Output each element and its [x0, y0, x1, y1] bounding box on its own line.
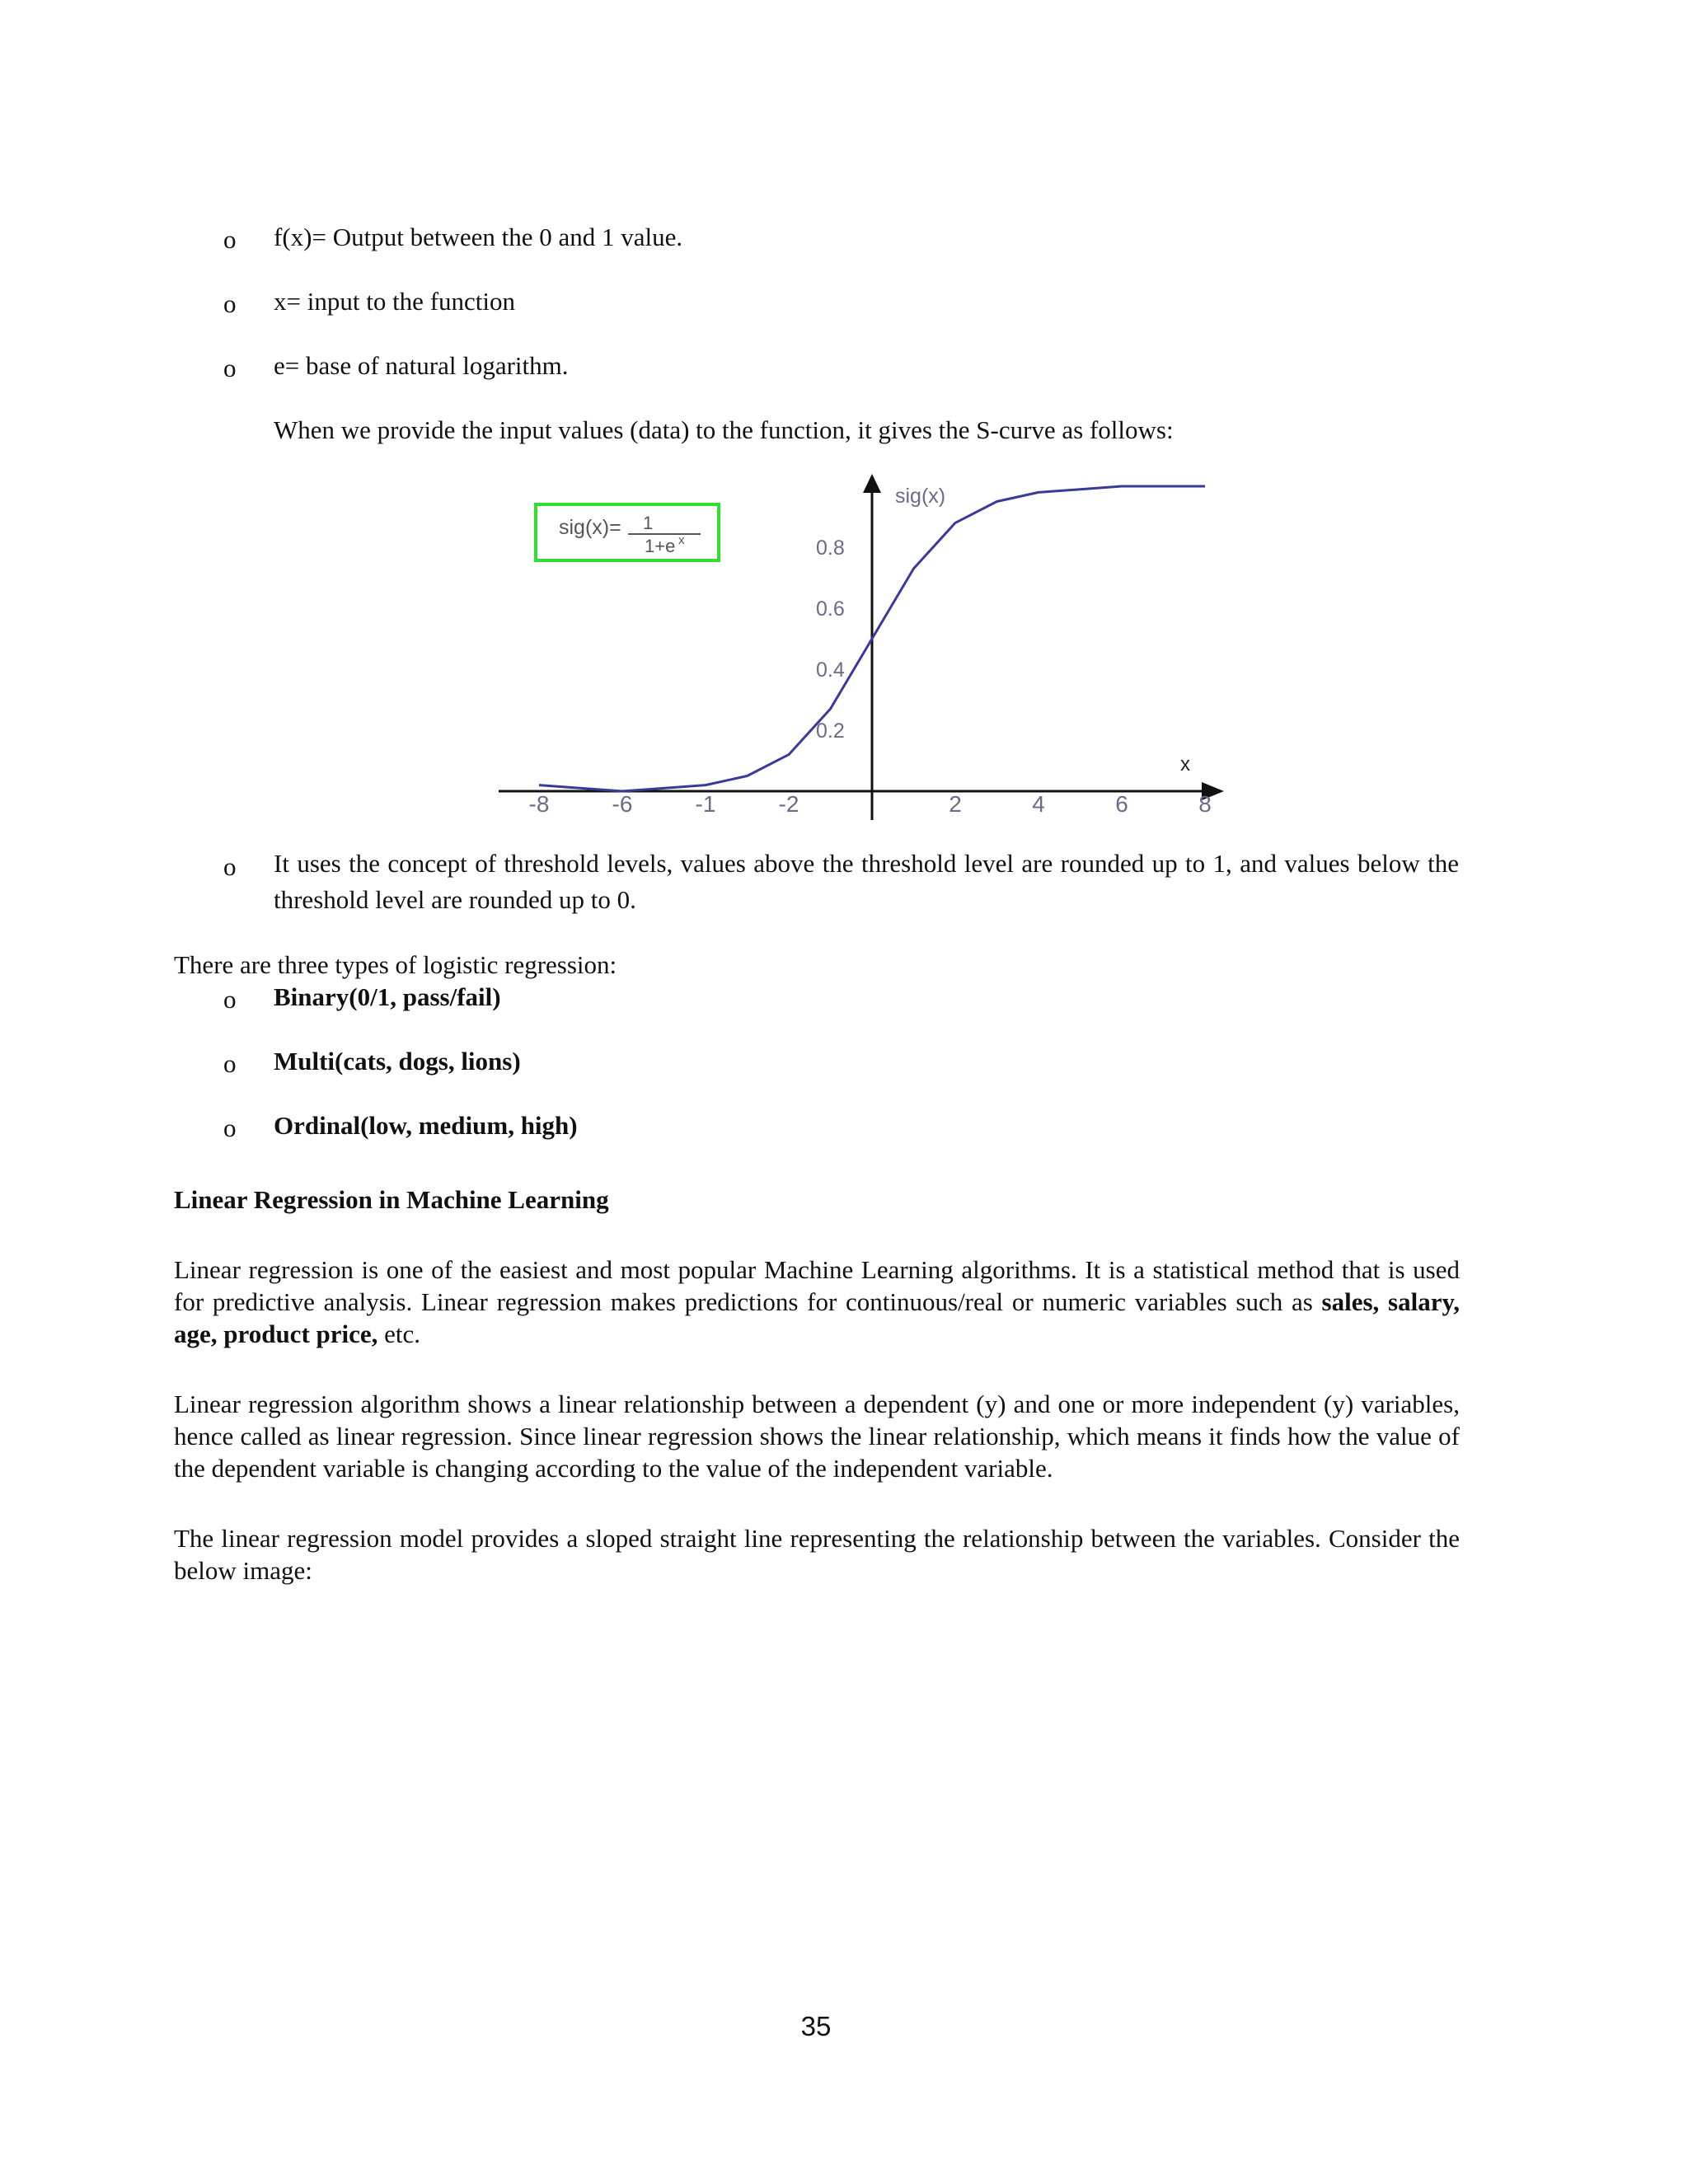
formula-box	[536, 504, 719, 560]
bullet-marker: o	[223, 1113, 237, 1142]
bullet-marker: o	[223, 985, 237, 1014]
x-tick-label: 8	[1198, 791, 1212, 817]
paragraph-linear-regression-intro	[174, 1254, 1460, 1350]
y-tick-label: 0.8	[816, 537, 845, 560]
formula-denominator: 1+e	[645, 536, 676, 556]
x-tick-label: 4	[1032, 791, 1045, 817]
sigmoid-chart	[486, 470, 1245, 824]
bullet-marker: o	[223, 225, 237, 254]
type-ordinal: Ordinal(low, medium, high)	[274, 1111, 578, 1140]
para1-bold-examples: sales, salary, age, product price,	[174, 1287, 1460, 1348]
tick-labels	[529, 537, 1212, 817]
bullet-x-definition: x= input to the function	[274, 287, 516, 316]
bullet-marker: o	[223, 852, 237, 881]
y-axis-label: sig(x)	[895, 485, 946, 508]
y-tick-label: 0.2	[816, 719, 845, 743]
para1-text-end: etc.	[377, 1319, 421, 1348]
formula-exponent: x	[678, 533, 685, 547]
para1-text: Linear regression is one of the easiest and most popular Machine Learning algorithms. It is a statistical method that is used for predictive analysis. Linear regression makes predictions for continuous/real or numeric variables such as	[174, 1255, 1460, 1316]
paragraph-sloped-line: The linear regression model provides a sloped straight line representing the relationship between the variables. Consider the below image:	[174, 1524, 1460, 1585]
bullet-fx-definition: f(x)= Output between the 0 and 1 value.	[274, 223, 683, 251]
intro-line: When we provide the input values (data) to the function, it gives the S-curve as follows:	[274, 415, 1174, 444]
bullet-marker: o	[223, 289, 237, 318]
x-axis-label: x	[1180, 753, 1190, 776]
bullet-marker: o	[223, 1049, 237, 1078]
x-tick-label: 6	[1115, 791, 1128, 817]
paragraph-linear-relationship: Linear regression algorithm shows a linear relationship between a dependent (y) and one or more independent (y) variables, hence called as linear regression. Since linear regression shows the linear relationship, which means it finds how the value of the dependent variable is changing according to the value of the independent variable.	[174, 1390, 1460, 1483]
section-heading: Linear Regression in Machine Learning	[174, 1185, 609, 1214]
threshold-bullet-text: It uses the concept of threshold levels, values above the threshold level are rounded up to 1, and values below the threshold level are rounded up to 0.	[274, 849, 1459, 914]
bullet-e-definition: e= base of natural logarithm.	[274, 351, 569, 380]
y-tick-label: 0.4	[816, 658, 845, 682]
types-intro: There are three types of logistic regression:	[174, 950, 617, 979]
page-number: 35	[800, 2011, 832, 2041]
x-tick-label: -1	[695, 791, 716, 817]
x-tick-label: -2	[778, 791, 799, 817]
formula-numerator: 1	[643, 513, 654, 533]
x-tick-label: 2	[949, 791, 962, 817]
y-tick-label: 0.6	[816, 598, 845, 621]
type-binary: Binary(0/1, pass/fail)	[274, 982, 501, 1011]
y-axis-arrowhead	[863, 474, 881, 493]
bullet-marker: o	[223, 354, 237, 382]
x-tick-label: -6	[612, 791, 633, 817]
formula-lhs: sig(x)=	[559, 516, 621, 539]
x-tick-label: -8	[528, 791, 550, 817]
type-multi: Multi(cats, dogs, lions)	[274, 1047, 521, 1076]
